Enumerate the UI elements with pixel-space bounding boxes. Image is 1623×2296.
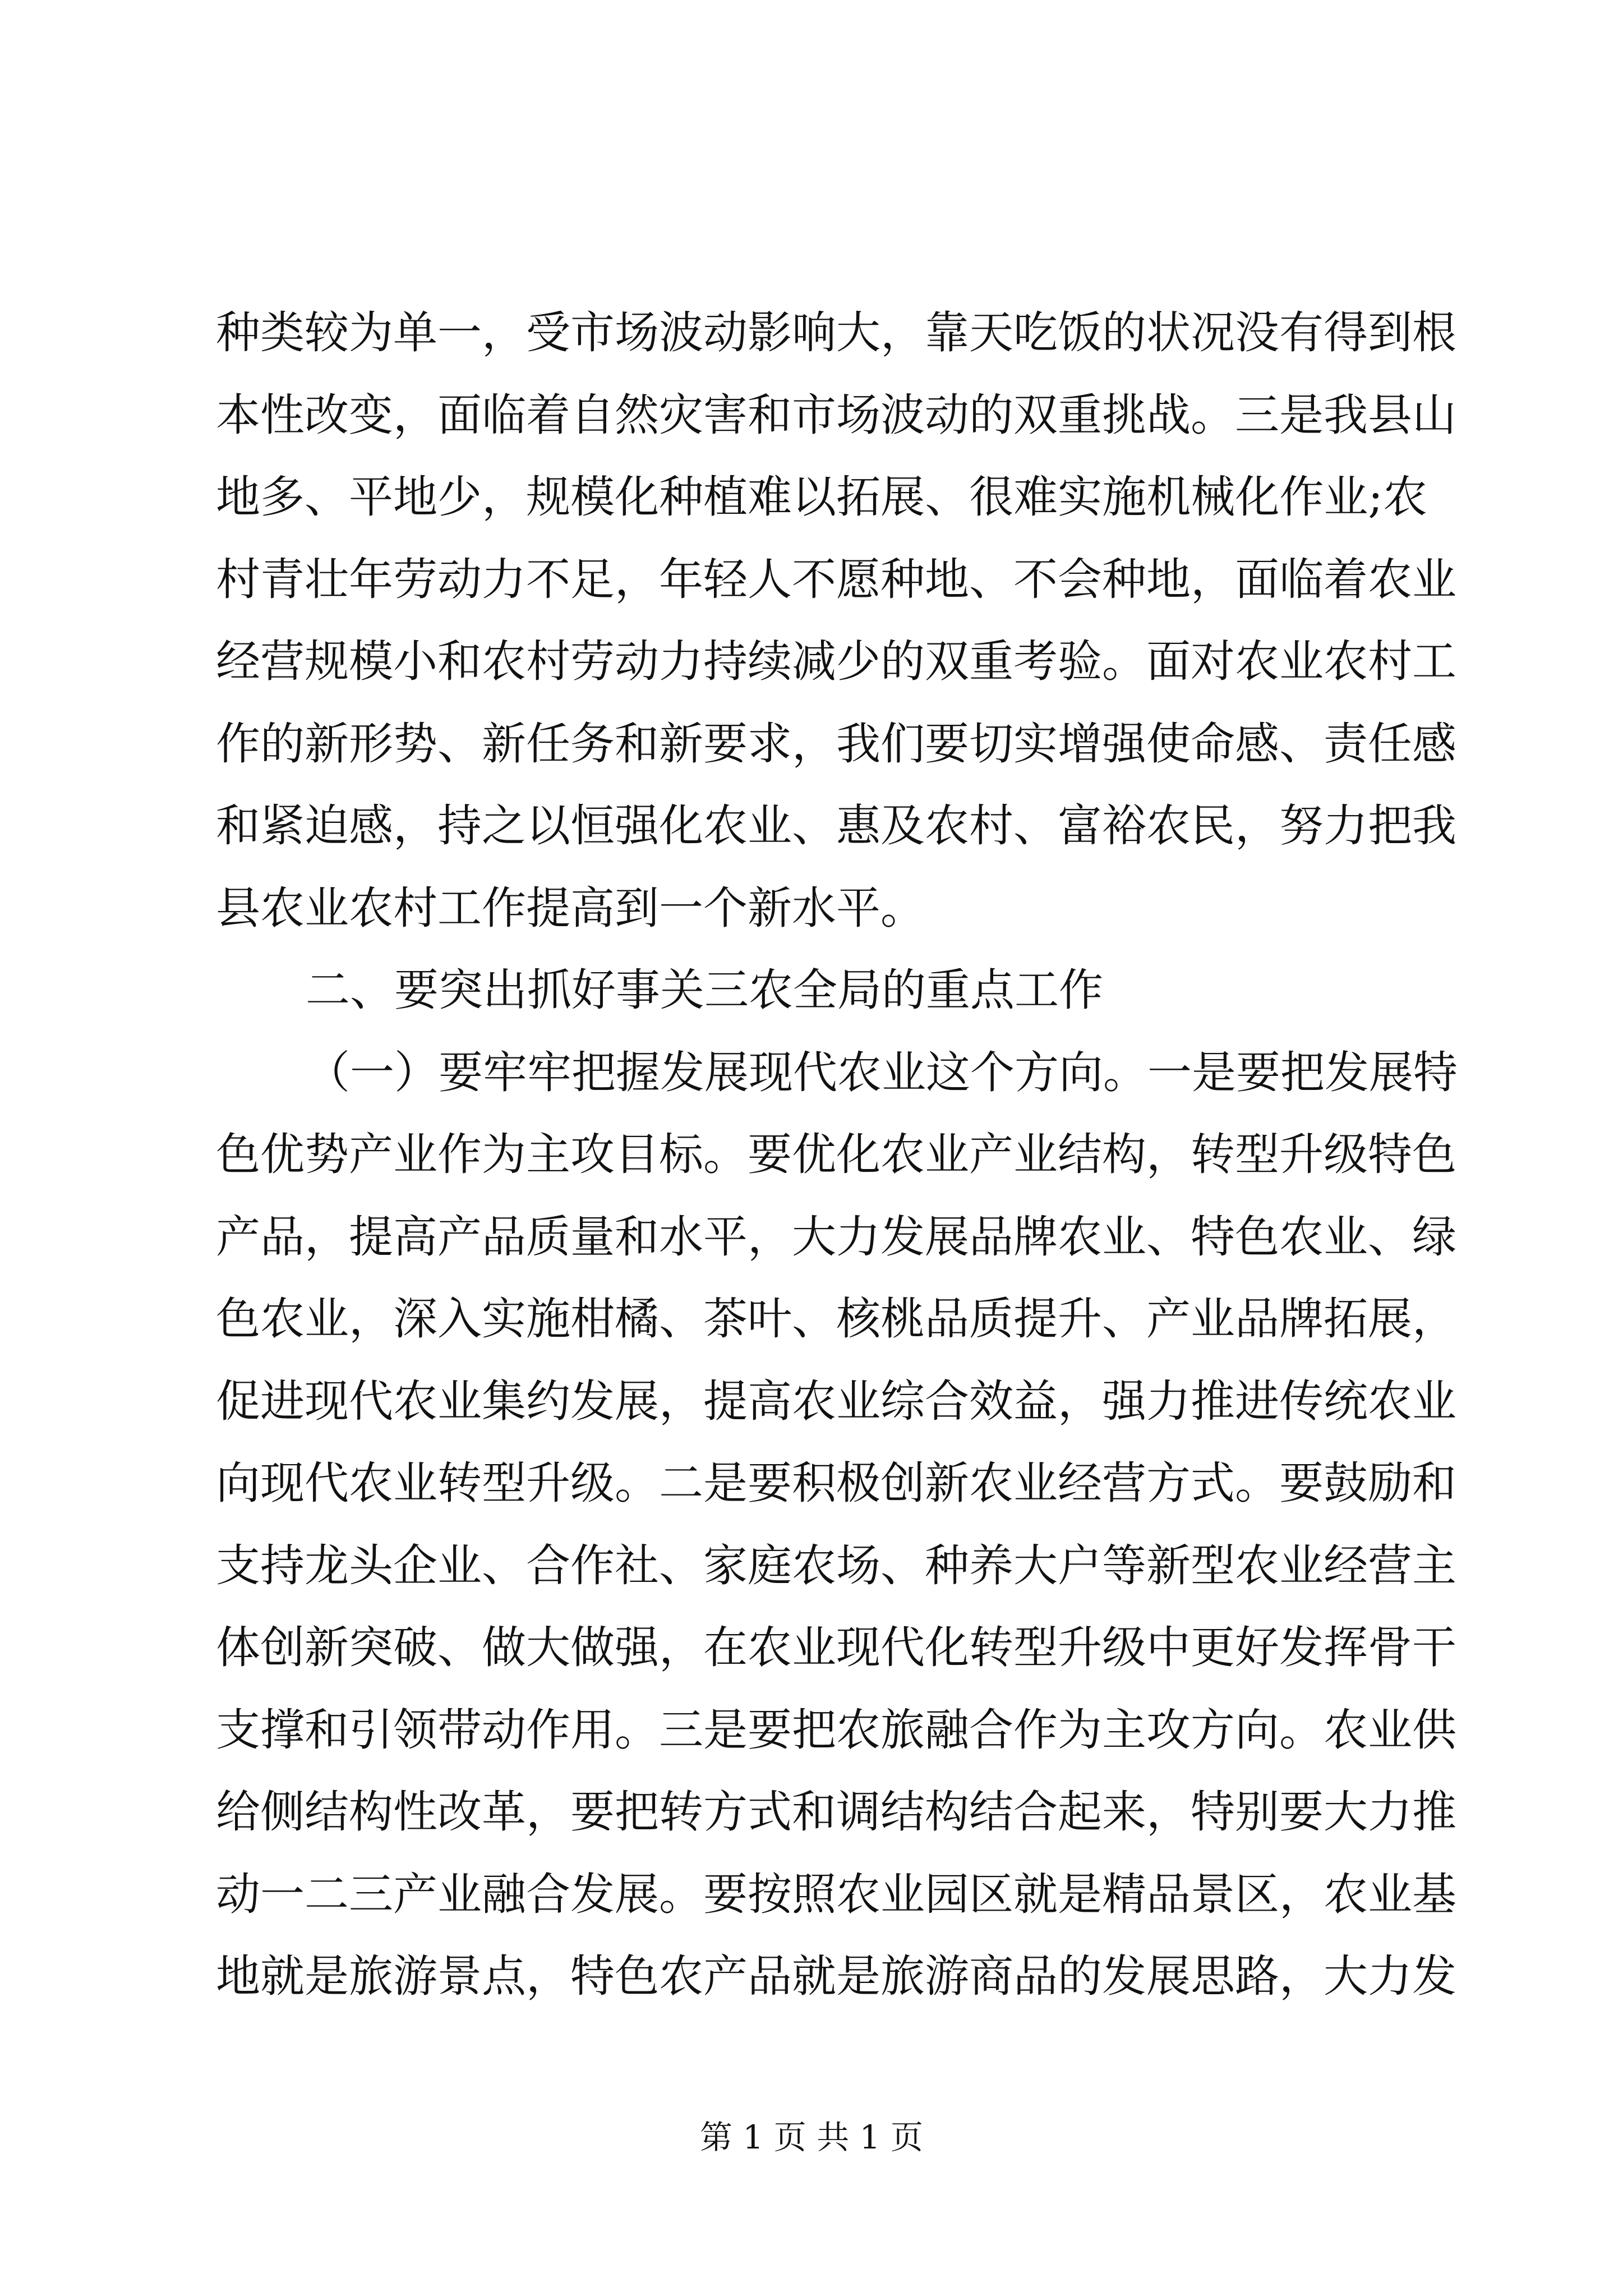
text-line: 向现代农业转型升级。二是要积极创新农业经营方式。要鼓励和	[216, 1457, 1456, 1509]
text-line: 和紧迫感，持之以恒强化农业、惠及农村、富裕农民，努力把我	[216, 800, 1456, 852]
text-line: 地多、平地少，规模化种植难以拓展、很难实施机械化作业;农	[216, 471, 1427, 523]
text-line: 种类较为单一，受市场波动影响大，靠天吃饭的状况没有得到根	[216, 307, 1456, 358]
text-line: 促进现代农业集约发展，提高农业综合效益，强力推进传统农业	[216, 1375, 1456, 1427]
text-line: 支撑和引领带动作用。三是要把农旅融合作为主攻方向。农业供	[216, 1704, 1456, 1756]
section-heading: 二、要突出抓好事关三农全局的重点工作	[306, 964, 1103, 1016]
text-line: 本性改变，面临着自然灾害和市场波动的双重挑战。三是我县山	[216, 389, 1456, 441]
page-footer: 第 1 页 共 1 页	[700, 2118, 923, 2156]
text-line: 经营规模小和农村劳动力持续减少的双重考验。面对农业农村工	[216, 636, 1456, 687]
text-line: 村青壮年劳动力不足，年轻人不愿种地、不会种地，面临着农业	[216, 553, 1456, 605]
text-line: （一）要牢牢把握发展现代农业这个方向。一是要把发展特	[306, 1046, 1458, 1098]
text-line: 产品，提高产品质量和水平，大力发展品牌农业、特色农业、绿	[216, 1211, 1456, 1263]
document-body	[216, 292, 1458, 2018]
text-line: 地就是旅游景点，特色农产品就是旅游商品的发展思路，大力发	[216, 1950, 1456, 2002]
text-line: 色农业，深入实施柑橘、茶叶、核桃品质提升、产业品牌拓展，	[216, 1293, 1456, 1345]
text-line: 作的新形势、新任务和新要求，我们要切实增强使命感、责任感	[216, 717, 1456, 770]
text-line: 支持龙头企业、合作社、家庭农场、种养大户等新型农业经营主	[216, 1539, 1456, 1591]
text-line: 动一二三产业融合发展。要按照农业园区就是精品景区，农业基	[216, 1868, 1456, 1920]
text-line: 给侧结构性改革，要把转方式和调结构结合起来，特别要大力推	[216, 1786, 1456, 1838]
text-line: 体创新突破、做大做强，在农业现代化转型升级中更好发挥骨干	[216, 1622, 1456, 1673]
text-line: 色优势产业作为主攻目标。要优化农业产业结构，转型升级特色	[216, 1129, 1456, 1180]
text-line: 县农业农村工作提高到一个新水平。	[216, 882, 925, 934]
